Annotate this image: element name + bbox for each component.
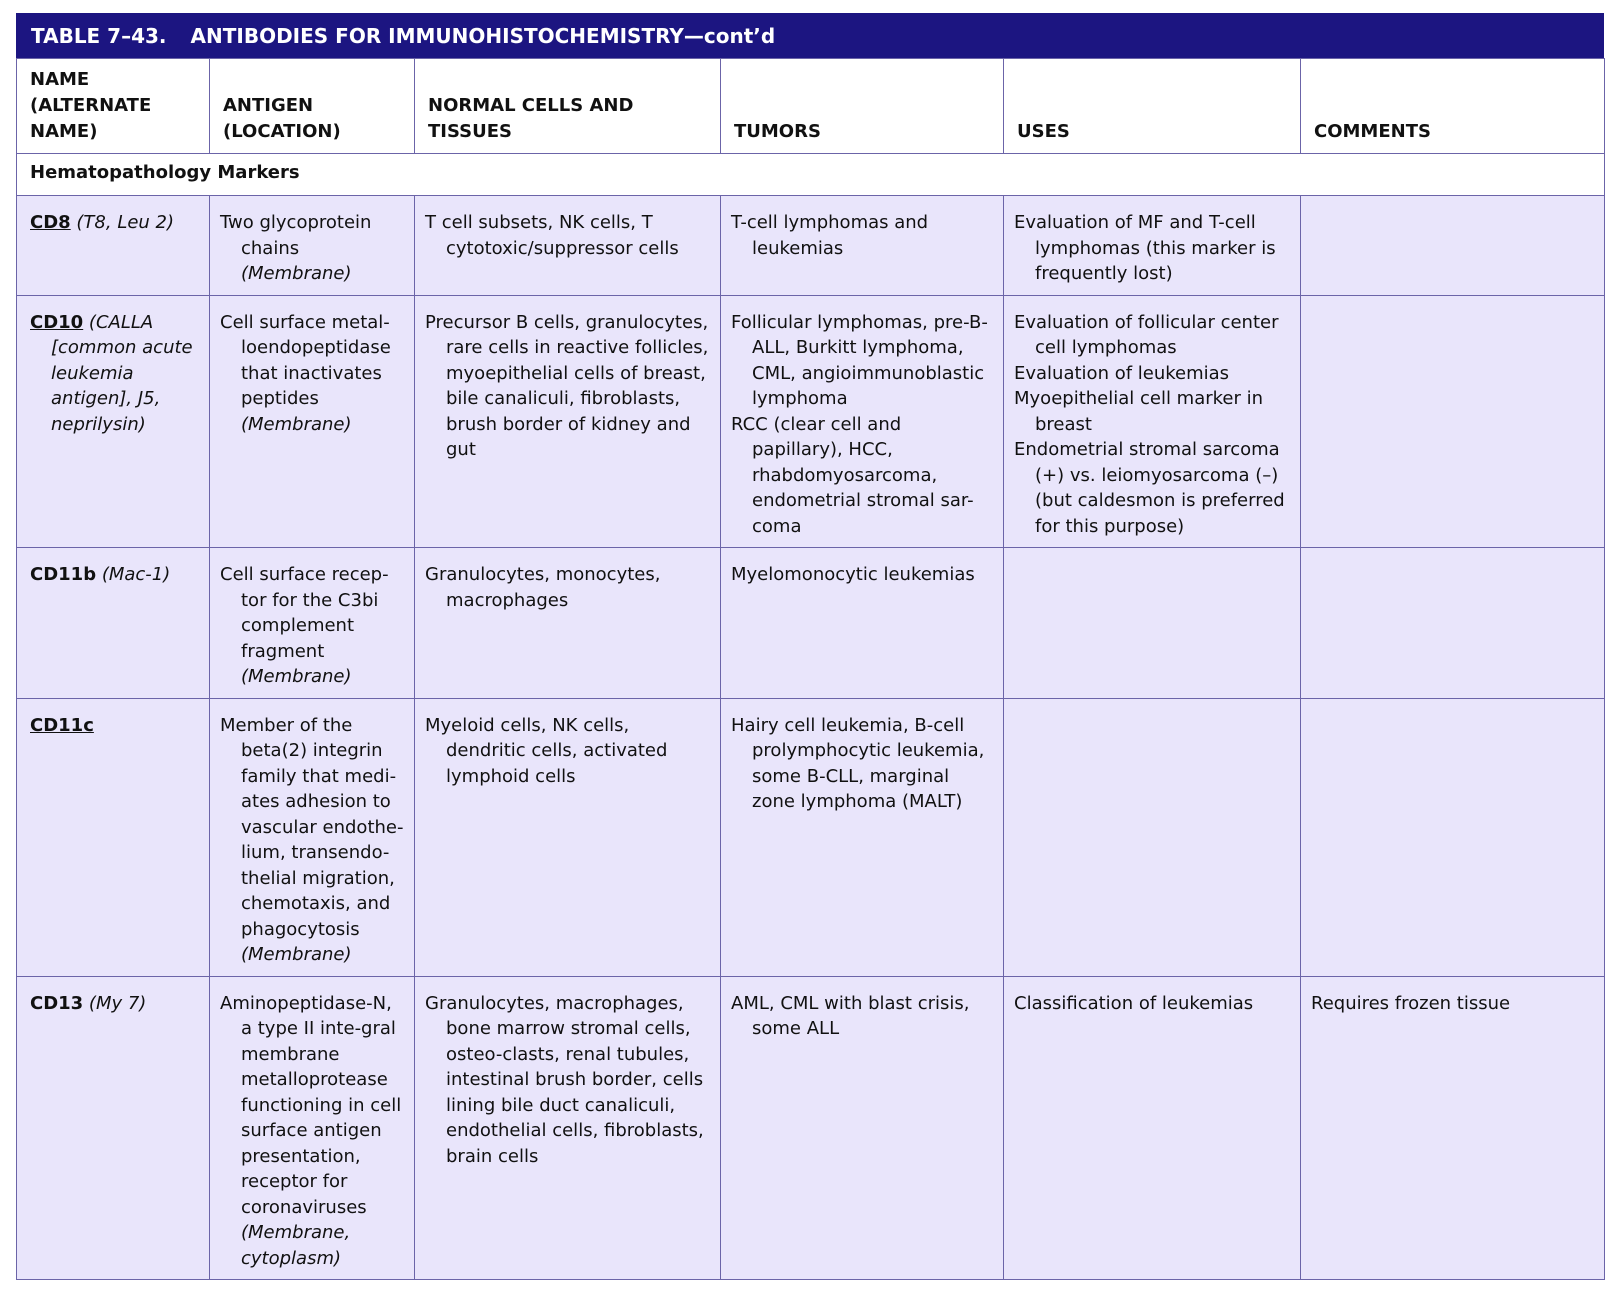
uses-cell: Evaluation of follicular center cell lymphomas Evaluation of leukemias Myoepithelial cell marker in breast Endometrial stromal sarcoma (+) vs. leiomyosarcoma (–) (but caldesmon is preferred for this purpose)	[1004, 295, 1301, 548]
uses-cell: Classification of leukemias	[1004, 976, 1301, 1280]
antibody-name-cell	[17, 698, 210, 976]
uses-cell	[1004, 548, 1301, 699]
comments-cell	[1301, 698, 1605, 976]
column-header-name: NAME (ALTERNATE NAME)	[17, 59, 210, 154]
table-row	[17, 196, 1605, 296]
data-table	[16, 58, 1605, 1280]
column-header-tumors: TUMORS	[721, 59, 1004, 154]
antigen-cell: Member of the beta(2) integrin family that medi-ates adhesion to vascular endothe-lium, transendo-thelial migration, chemotaxis, and phagocytosis (Membrane)	[210, 698, 415, 976]
antibody-name-cell	[17, 196, 210, 296]
tumors-cell: Follicular lymphomas, pre-B-ALL, Burkitt lymphoma, CML, angioimmunoblastic lymphoma RCC (clear cell and papillary), HCC, rhabdomyosarcoma, endometrial stromal sar-coma	[721, 295, 1004, 548]
antibody-name-cell	[17, 548, 210, 699]
tumors-cell: T-cell lymphomas and leukemias	[721, 196, 1004, 296]
column-header-antigen: ANTIGEN (LOCATION)	[210, 59, 415, 154]
table-title: ANTIBODIES FOR IMMUNOHISTOCHEMISTRY—cont’d	[190, 23, 776, 48]
table-row	[17, 698, 1605, 976]
section-row	[17, 154, 1605, 196]
normal-cell: Precursor B cells, granulocytes, rare cells in reactive follicles, myoepithelial cells of breast, bile canaliculi, fibroblasts, brush border of kidney and gut	[415, 295, 721, 548]
comments-cell: Requires frozen tissue	[1301, 976, 1605, 1280]
antibody-table	[16, 13, 1604, 1280]
table-row	[17, 548, 1605, 699]
antigen-cell: Cell surface metal-loendopeptidase that inactivates peptides (Membrane)	[210, 295, 415, 548]
normal-cell: Myeloid cells, NK cells, dendritic cells, activated lymphoid cells	[415, 698, 721, 976]
table-row	[17, 976, 1605, 1280]
alternate-name: (CALLA [common acute leukemia antigen], J5, neprilysin)	[51, 311, 193, 435]
antibody-name: CD11c	[30, 714, 94, 736]
antibody-name-cell	[17, 295, 210, 548]
antibody-name-cell	[17, 976, 210, 1280]
column-header-comments: COMMENTS	[1301, 59, 1605, 154]
uses-cell	[1004, 698, 1301, 976]
antibody-name: CD11b	[30, 564, 97, 585]
normal-cell: Granulocytes, macrophages, bone marrow stromal cells, osteo-clasts, renal tubules, intestinal brush border, cells lining bile duct canaliculi, endothelial cells, fibroblasts, brain cells	[415, 976, 721, 1280]
column-header-uses: USES	[1004, 59, 1301, 154]
table-number: TABLE 7–43.	[31, 23, 167, 48]
antigen-cell: Cell surface recep-tor for the C3bi complement fragment (Membrane)	[210, 548, 415, 699]
alternate-name: (T8, Leu 2)	[70, 212, 175, 233]
tumors-cell: AML, CML with blast crisis, some ALL	[721, 976, 1004, 1280]
tumors-cell: Hairy cell leukemia, B-cell prolymphocytic leukemia, some B-CLL, marginal zone lymphoma (MALT)	[721, 698, 1004, 976]
section-title: Hematopathology Markers	[17, 154, 1605, 196]
normal-cell: T cell subsets, NK cells, T cytotoxic/suppressor cells	[415, 196, 721, 296]
header-row	[17, 59, 1605, 154]
alternate-name: (My 7)	[83, 992, 147, 1014]
antibody-name: CD10	[30, 311, 84, 333]
comments-cell	[1301, 548, 1605, 699]
table-title-bar	[16, 13, 1604, 58]
column-header-normal: NORMAL CELLS AND TISSUES	[415, 59, 721, 154]
uses-cell: Evaluation of MF and T-cell lymphomas (this marker is frequently lost)	[1004, 196, 1301, 296]
alternate-name: (Mac-1)	[96, 564, 171, 585]
antigen-cell: Aminopeptidase-N, a type II inte-gral membrane metalloprotease functioning in cell surface antigen presentation, receptor for coronaviruses (Membrane, cytoplasm)	[210, 976, 415, 1280]
table-row	[17, 295, 1605, 548]
comments-cell	[1301, 295, 1605, 548]
comments-cell	[1301, 196, 1605, 296]
tumors-cell: Myelomonocytic leukemias	[721, 548, 1004, 699]
normal-cell: Granulocytes, monocytes, macrophages	[415, 548, 721, 699]
antibody-name: CD13	[30, 992, 84, 1014]
antibody-name: CD8	[30, 212, 71, 233]
antigen-cell: Two glycoprotein chains (Membrane)	[210, 196, 415, 296]
